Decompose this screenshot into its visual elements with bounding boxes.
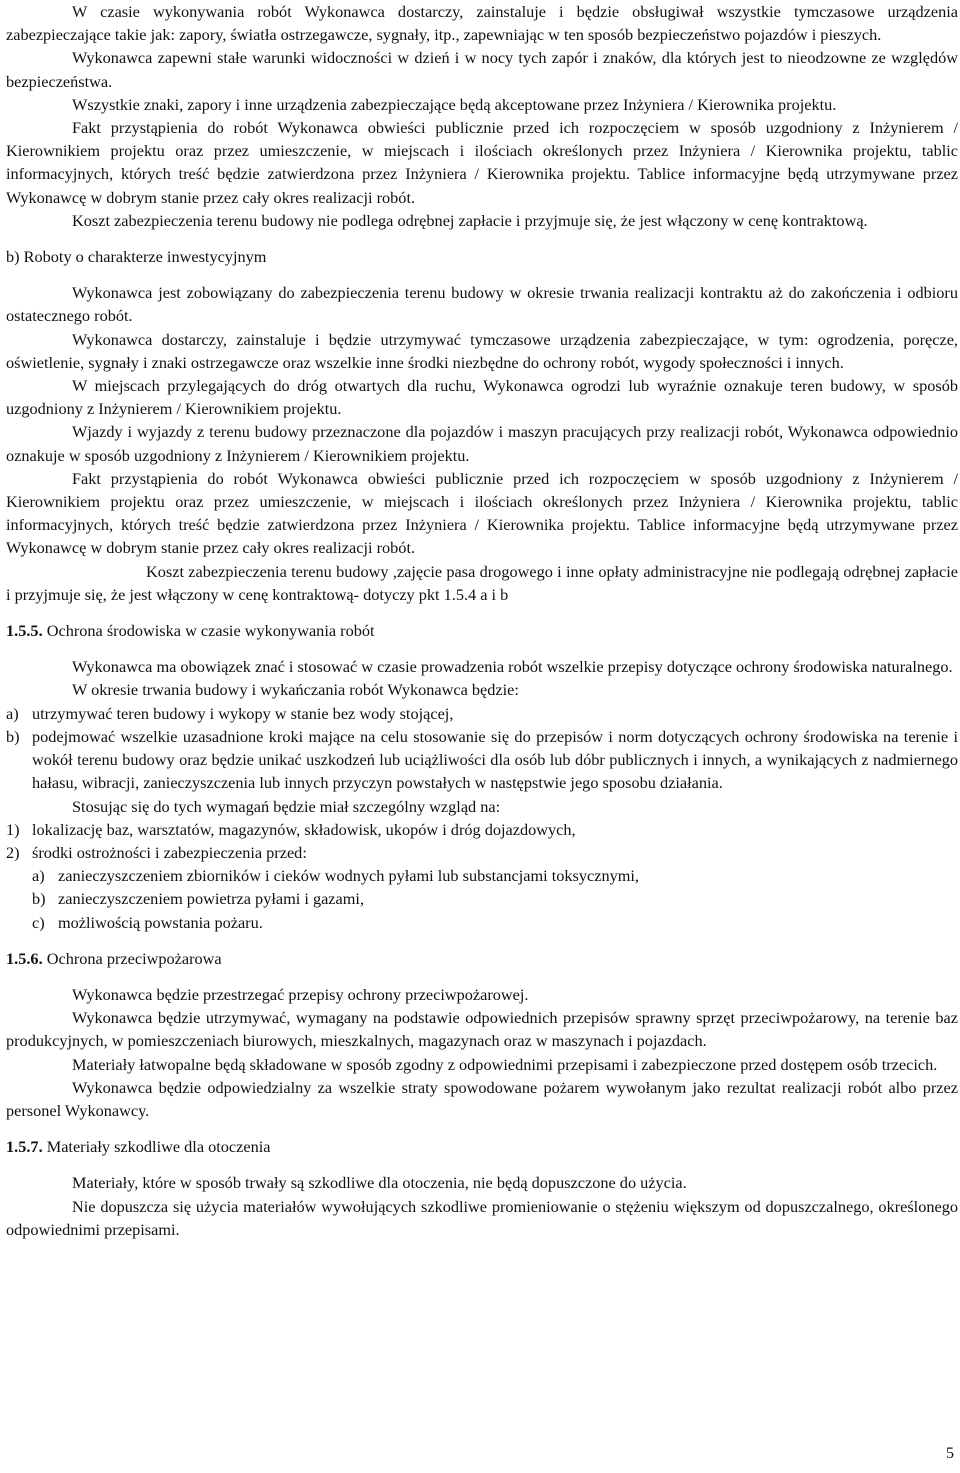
- paragraph: Wykonawca będzie przestrzegać przepisy ochrony przeciwpożarowej.: [72, 984, 529, 1004]
- section-number: 1.5.6.: [6, 948, 43, 968]
- list-text: zanieczyszczeniem zbiorników i cieków wodnych pyłami lub substancjami toksycznymi,: [58, 866, 639, 886]
- paragraph: Nie dopuszcza się użycia materiałów wywołujących szkodliwe promieniowanie o stężeniu większym od dopuszczalnego, określonego odpowiednimi przepisami.: [6, 1196, 958, 1239]
- paragraph: Materiały łatwopalne będą składowane w sposób zgodny z odpowiednimi przepisami i zabezpieczone przed dostępem osób trzecich.: [72, 1054, 938, 1074]
- paragraph: W czasie wykonywania robót Wykonawca dostarczy, zainstaluje i będzie obsługiwał wszystkie tymczasowe urządzenia zabezpieczające takie jak: zapory, światła ostrzegawcze, sygnały, itp., zapewniając w ten sposób bezpieczeństwo pojazdów i pieszych.: [6, 2, 958, 45]
- page-number: 5: [946, 1444, 954, 1462]
- section-heading-1-5-6: [6, 947, 958, 970]
- list-text: zanieczyszczeniem powietrza pyłami i gazami,: [58, 889, 365, 909]
- list-marker: a): [6, 703, 19, 723]
- list-marker: 1): [6, 819, 20, 839]
- paragraph: Wykonawca zapewni stałe warunki widoczności w dzień i w nocy tych zapór i znaków, dla których jest to nieodzowne ze względów bezpieczeństwa.: [6, 48, 958, 91]
- list-text: lokalizację baz, warsztatów, magazynów, składowisk, ukopów i dróg dojazdowych,: [32, 819, 576, 839]
- paragraph: Fakt przystąpienia do robót Wykonawca obwieści publicznie przed ich rozpoczęciem w sposób uzgodniony z Inżynierem / Kierownikiem projektu oraz przez umieszczenie, w miejscach i ilościach określonych przez Inżyniera / Kierownika projektu, tablic informacyjnych, których treść będzie zatwierdzona przez Inżyniera / Kierownika projektu. Tablice informacyjne będą utrzymywane przez Wykonawcę w dobrym stanie przez cały okres realizacji robót.: [6, 468, 958, 558]
- paragraph: Wjazdy i wyjazdy z terenu budowy przeznaczone dla pojazdów i maszyn pracujących przy realizacji robót, Wykonawca odpowiednio oznakuje w sposób uzgodniony z Inżynierem / Kierownikiem projektu.: [6, 422, 958, 465]
- paragraph: Materiały, które w sposób trwały są szkodliwe dla otoczenia, nie będą dopuszczone do użycia.: [72, 1173, 687, 1193]
- list-text: środki ostrożności i zabezpieczenia przed:: [32, 842, 307, 862]
- section-number: 1.5.5.: [6, 621, 43, 641]
- nested-list-item: [6, 887, 958, 910]
- paragraph: W okresie trwania budowy i wykańczania robót Wykonawca będzie:: [72, 680, 519, 700]
- paragraph: Wykonawca jest zobowiązany do zabezpieczenia terenu budowy w okresie trwania realizacji kontraktu aż do zakończenia i odbioru ostatecznego robót.: [6, 283, 958, 326]
- paragraph: Koszt zabezpieczenia terenu budowy nie podlega odrębnej zapłacie i przyjmuje się, że jest włączony w cenę kontraktową.: [72, 210, 868, 230]
- document-page: [6, 0, 958, 1241]
- list-text: utrzymywać teren budowy i wykopy w stanie bez wody stojącej,: [32, 703, 454, 723]
- list-marker: a): [32, 866, 45, 886]
- list-marker: c): [32, 912, 45, 932]
- paragraph: Fakt przystąpienia do robót Wykonawca obwieści publicznie przed ich rozpoczęciem w sposób uzgodniony z Inżynierem / Kierownikiem projektu oraz przez umieszczenie, w miejscach i ilościach określonych przez Inżyniera / Kierownika projektu, tablic informacyjnych, których treść będzie zatwierdzona przez Inżyniera / Kierownika projektu. Tablice informacyjne będą utrzymywane przez Wykonawcę w dobrym stanie przez cały okres realizacji robót.: [6, 118, 958, 207]
- paragraph: W miejscach przylegających do dróg otwartych dla ruchu, Wykonawca ogrodzi lub wyraźnie oznakuje teren budowy, w sposób uzgodniony z Inżynierem / Kierownikiem projektu.: [6, 376, 958, 419]
- paragraph: Wykonawca będzie utrzymywać, wymagany na podstawie odpowiednich przepisów sprawny sprzęt przeciwpożarowy, na terenie baz produkcyjnych, w pomieszczeniach biurowych, mieszkalnych, magazynach oraz w maszynach i pojazdach.: [6, 1008, 958, 1051]
- list-marker: 2): [6, 842, 20, 862]
- paragraph: Wykonawca dostarczy, zainstaluje i będzie utrzymywać tymczasowe urządzenia zabezpieczające, w tym: ogrodzenia, poręcze, oświetlenie, sygnały i znaki ostrzegawcze oraz wszelkie inne środki niezbędne do ochrony robót, wygody społeczności i innych.: [6, 329, 958, 372]
- section-title: Ochrona środowiska w czasie wykonywania robót: [46, 621, 375, 641]
- section-title: Ochrona przeciwpożarowa: [46, 948, 222, 968]
- subsection-heading: b) Roboty o charakterze inwestycyjnym: [6, 247, 267, 267]
- list-item: [6, 841, 958, 864]
- section-title: Materiały szkodliwe dla otoczenia: [46, 1137, 271, 1157]
- list-item: [6, 702, 958, 725]
- list-marker: b): [32, 889, 46, 909]
- paragraph: Stosując się do tych wymagań będzie miał szczególny wzgląd na:: [72, 796, 501, 816]
- list-marker: b): [6, 726, 20, 746]
- paragraph: Koszt zabezpieczenia terenu budowy ,zajęcie pasa drogowego i inne opłaty administracyjne nie podlegają odrębnej zapłacie i przyjmuje się, że jest włączony w cenę kontraktową- dotyczy pkt 1.5.4 a i b: [6, 561, 958, 604]
- nested-list-item: [6, 911, 958, 934]
- list-text: możliwością powstania pożaru.: [58, 912, 263, 932]
- list-item: [6, 725, 958, 795]
- list-item: [6, 818, 958, 841]
- section-heading-1-5-5: [6, 619, 958, 642]
- nested-list-item: [6, 864, 958, 887]
- section-number: 1.5.7.: [6, 1137, 43, 1157]
- paragraph: Wykonawca będzie odpowiedzialny za wszelkie straty spowodowane pożarem wywołanym jako rezultat realizacji robót albo przez personel Wykonawcy.: [6, 1077, 958, 1120]
- paragraph: Wykonawca ma obowiązek znać i stosować w czasie prowadzenia robót wszelkie przepisy dotyczące ochrony środowiska naturalnego.: [72, 657, 953, 677]
- section-heading-1-5-7: [6, 1135, 958, 1158]
- paragraph: Wszystkie znaki, zapory i inne urządzenia zabezpieczające będą akceptowane przez Inżyniera / Kierownika projektu.: [72, 94, 837, 114]
- list-text: podejmować wszelkie uzasadnione kroki mające na celu stosowanie się do przepisów i norm dotyczących ochrony środowiska na terenie i wokół terenu budowy oraz będzie unikać uszkodzeń lub uciążliwości dla osób lub dóbr publicznych i innych, a wynikających z nadmiernego hałasu, wibracji, zanieczyszczenia lub innych przyczyn powstałych w następstwie jego sposobu działania.: [32, 726, 958, 793]
